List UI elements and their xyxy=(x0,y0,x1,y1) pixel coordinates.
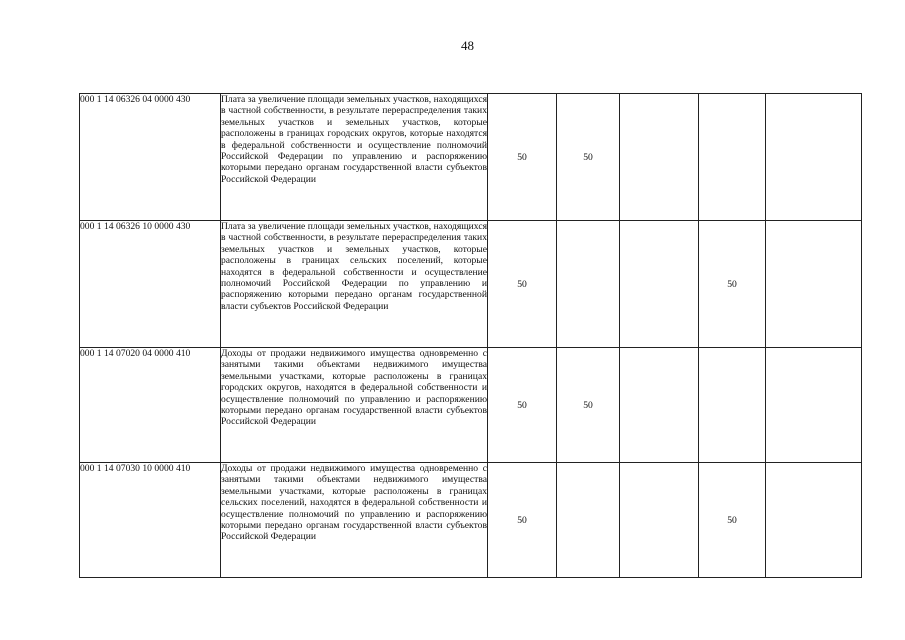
value-cell: 50 xyxy=(488,463,557,578)
value-cell xyxy=(766,221,862,348)
table-row xyxy=(80,463,862,578)
description-cell: Доходы от продажи недвижимого имущества одновременно с занятыми такими объектами недвижимого имущества земельными участками, которые расположены в границах городских округов, находятся в федеральной собственности и осуществление полномочий по управлению и распоряжению которыми передано органам государственной власти субъектов Российской Федерации xyxy=(221,348,488,463)
table-row xyxy=(80,348,862,463)
value-cell: 50 xyxy=(488,94,557,221)
value-cell xyxy=(766,94,862,221)
value-cell: 50 xyxy=(699,463,766,578)
value-cell xyxy=(766,463,862,578)
value-cell xyxy=(620,348,699,463)
value-cell xyxy=(766,348,862,463)
value-cell xyxy=(557,463,620,578)
budget-code-cell: 000 1 14 07030 10 0000 410 xyxy=(80,463,221,578)
description-cell: Плата за увеличение площади земельных участков, находящихся в частной собственности, в результате перераспределения таких земельных участков и земельных участков, которые расположены в границах сельских поселений, которые находятся в федеральной собственности и осуществление полномочий Российской Федерации по управлению и распоряжению которыми передано органам государственной власти субъектов Российской Федерации xyxy=(221,221,488,348)
value-cell: 50 xyxy=(557,94,620,221)
table-row xyxy=(80,221,862,348)
page-number: 48 xyxy=(461,38,474,53)
value-cell xyxy=(620,94,699,221)
budget-code-cell: 000 1 14 07020 04 0000 410 xyxy=(80,348,221,463)
description-cell: Плата за увеличение площади земельных участков, находящихся в частной собственности, в результате перераспределения таких земельных участков и земельных участков, которые расположены в границах городских округов, которые находятся в федеральной собственности и осуществление полномочий Российской Федерации по управлению и распоряжению которыми передано органам государственной власти субъектов Российской Федерации xyxy=(221,94,488,221)
value-cell xyxy=(620,221,699,348)
value-cell: 50 xyxy=(557,348,620,463)
budget-classification-table xyxy=(79,93,862,578)
budget-code-cell: 000 1 14 06326 10 0000 430 xyxy=(80,221,221,348)
budget-code-cell: 000 1 14 06326 04 0000 430 xyxy=(80,94,221,221)
value-cell xyxy=(557,221,620,348)
value-cell xyxy=(620,463,699,578)
value-cell xyxy=(699,94,766,221)
table-row xyxy=(80,94,862,221)
value-cell: 50 xyxy=(699,221,766,348)
description-cell: Доходы от продажи недвижимого имущества одновременно с занятыми такими объектами недвижимого имущества земельными участками, которые расположены в границах сельских поселений, находятся в федеральной собственности и осуществление полномочий по управлению и распоряжению которыми передано органам государственной власти субъектов Российской Федерации xyxy=(221,463,488,578)
value-cell: 50 xyxy=(488,348,557,463)
value-cell xyxy=(699,348,766,463)
value-cell: 50 xyxy=(488,221,557,348)
